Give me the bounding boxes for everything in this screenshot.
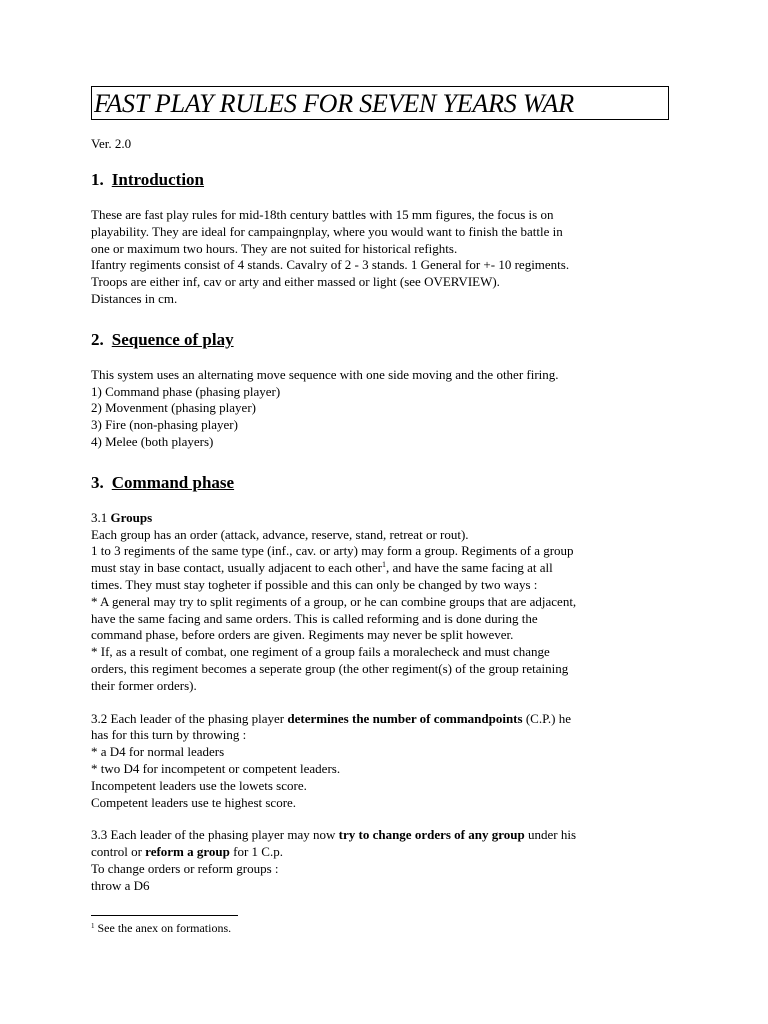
- intro-paragraph: [91, 207, 681, 308]
- document-page: [91, 86, 681, 895]
- section-title: Introduction: [111, 170, 205, 189]
- list-item: 4) Melee (both players): [91, 433, 214, 449]
- text-line: has for this turn by throwing :: [91, 727, 247, 743]
- text-line: * If, as a result of combat, one regiment of a group fails a moralecheck and must change: [91, 644, 550, 660]
- text-fragment: for 1 C.p.: [229, 844, 283, 860]
- section-title: Command phase: [111, 472, 235, 492]
- text-line: one or maximum two hours. They are not suited for historical refights.: [91, 240, 458, 256]
- list-item: 2) Movenment (phasing player): [91, 400, 256, 416]
- text-line: [91, 560, 681, 577]
- bold-text: determines the number of commandpoints: [287, 710, 523, 726]
- text-line: command phase, before orders are given. Regiments may never be split however.: [91, 627, 514, 643]
- text-fragment: under his: [524, 827, 577, 843]
- text-fragment: 3.2 Each leader of the phasing player: [91, 710, 288, 726]
- text-line: This system uses an alternating move sequence with one side moving and the other firing.: [91, 366, 559, 382]
- text-line: Troops are either inf, cav or arty and either massed or light (see OVERVIEW).: [91, 274, 500, 290]
- text-line: [91, 844, 681, 861]
- text-line: [91, 711, 681, 728]
- text-fragment: must stay in base contact, usually adjacent to each other: [91, 560, 382, 576]
- text-line: their former orders).: [91, 677, 197, 693]
- section-number: 3.: [91, 472, 104, 492]
- list-item: * two D4 for incompetent or competent leaders.: [91, 760, 341, 776]
- list-item: 1) Command phase (phasing player): [91, 383, 281, 399]
- bold-text: try to change orders of any group: [338, 827, 525, 843]
- text-line: playability. They are ideal for campaingnplay, where you would want to finish the battle in: [91, 223, 563, 239]
- text-line: Incompetent leaders use the lowets score.: [91, 777, 307, 793]
- text-line: Distances in cm.: [91, 290, 178, 306]
- text-fragment: control or: [91, 844, 146, 860]
- sequence-paragraph: [91, 367, 681, 451]
- title-box: [91, 86, 669, 120]
- groups-paragraph: [91, 510, 681, 695]
- text-line: Ifantry regiments consist of 4 stands. Cavalry of 2 - 3 stands. 1 General for +- 10 regiments.: [91, 257, 570, 273]
- bold-text: reform a group: [145, 844, 230, 860]
- subsection-number: 3.1: [91, 509, 111, 525]
- section-title: Sequence of play: [111, 329, 234, 349]
- subsection-heading-groups: [91, 510, 681, 527]
- text-line: throw a D6: [91, 877, 150, 893]
- text-line: times. They must stay togheter if possible and this can only be changed by two ways :: [91, 576, 538, 592]
- document-title: FAST PLAY RULES FOR SEVEN YEARS WAR: [94, 89, 574, 118]
- text-line: orders, this regiment becomes a seperate group (the other regiment(s) of the group retaining: [91, 660, 569, 676]
- list-item: 3) Fire (non-phasing player): [91, 417, 238, 433]
- text-line: 1 to 3 regiments of the same type (inf., cav. or arty) may form a group. Regiments of a group: [91, 543, 574, 559]
- orders-paragraph: [91, 827, 681, 894]
- text-fragment: , and have the same facing at all: [385, 560, 553, 576]
- text-line: Competent leaders use te highest score.: [91, 794, 297, 810]
- footnote-text: See the anex on formations.: [94, 921, 232, 935]
- version-text: Ver. 2.0: [91, 136, 132, 151]
- section-heading-sequence-of-play: [91, 330, 681, 350]
- commandpoints-paragraph: [91, 711, 681, 812]
- section-number: 1.: [91, 170, 104, 189]
- section-heading-command-phase: [91, 473, 681, 493]
- text-line: To change orders or reform groups :: [91, 860, 279, 876]
- text-fragment: (C.P.) he: [522, 710, 571, 726]
- text-line: have the same facing and same orders. This is called reforming and is done during the: [91, 610, 538, 626]
- text-fragment: 3.3 Each leader of the phasing player may now: [91, 827, 339, 843]
- section-heading-introduction: [91, 170, 681, 190]
- footnote-separator: [91, 915, 238, 916]
- text-line: [91, 827, 681, 844]
- subsection-title: Groups: [110, 509, 153, 525]
- footnote: [91, 921, 231, 935]
- text-line: Each group has an order (attack, advance, reserve, stand, retreat or rout).: [91, 526, 469, 542]
- text-line: These are fast play rules for mid-18th century battles with 15 mm figures, the focus is on: [91, 207, 554, 222]
- footnote-marker: 1: [91, 922, 95, 930]
- section-number: 2.: [91, 329, 104, 349]
- text-line: * A general may try to split regiments of a group, or he can combine groups that are adjacent,: [91, 593, 577, 609]
- list-item: * a D4 for normal leaders: [91, 744, 225, 760]
- footnote-marker: 1: [381, 560, 386, 570]
